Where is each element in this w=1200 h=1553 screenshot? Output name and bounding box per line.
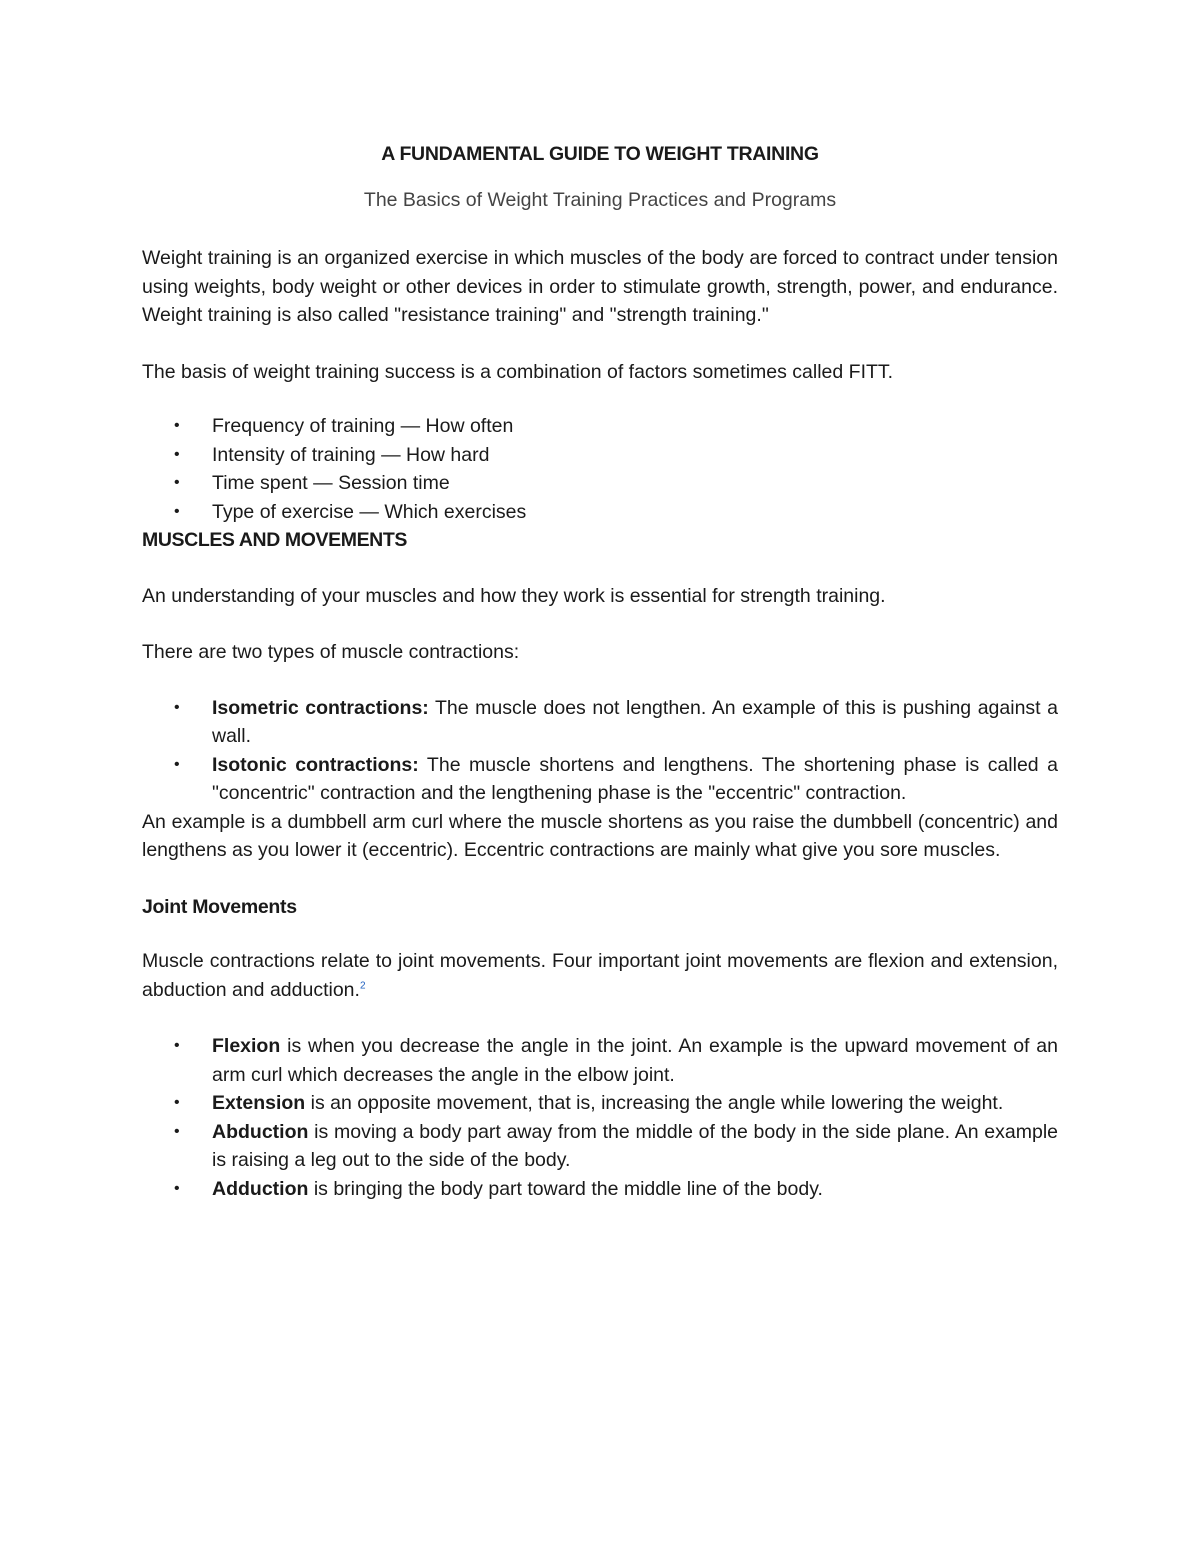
subsection-heading-joint-movements: Joint Movements	[142, 895, 297, 918]
list-item-text: Type of exercise — Which exercises	[212, 500, 527, 523]
list-item-text: Time spent — Session time	[212, 472, 450, 494]
list-item-text: Frequency of training — How often	[212, 415, 514, 437]
list-item	[142, 751, 1058, 808]
term-description: The muscle does not lengthen. An example of this is pushing against a wall.	[212, 696, 1059, 747]
term-label: Isotonic contractions:	[212, 753, 419, 776]
list-item	[142, 1089, 1058, 1118]
list-item	[142, 498, 1058, 527]
fitt-list	[142, 412, 1058, 526]
list-item	[142, 469, 1058, 498]
list-item	[142, 1118, 1058, 1175]
document-title: A FUNDAMENTAL GUIDE TO WEIGHT TRAINING	[381, 143, 819, 165]
term-label: Extension	[212, 1092, 306, 1114]
term-description: is moving a body part away from the middle of the body in the side plane. An example is raising a leg out to the side of the body.	[212, 1120, 1058, 1171]
list-item	[142, 694, 1058, 751]
term-label: Adduction	[212, 1177, 309, 1200]
term-description: is when you decrease the angle in the joint. An example is the upward movement of an arm curl which decreases the angle in the elbow joint.	[212, 1035, 1058, 1086]
term-label: Isometric contractions:	[212, 696, 429, 719]
bullet-icon: •	[174, 417, 180, 434]
curl-paragraph: An example is a dumbbell arm curl where the muscle shortens as you raise the dumbbell (concentric) and lengthens as you lower it (eccentric). Eccentric contractions are mainly what give you sore muscles.	[142, 810, 1058, 861]
fitt-paragraph: The basis of weight training success is a combination of factors sometimes called FITT.	[142, 360, 894, 383]
section-heading-muscles: MUSCLES AND MOVEMENTS	[142, 529, 407, 551]
bullet-icon: •	[174, 698, 180, 716]
term-label: Flexion	[212, 1035, 281, 1057]
term-description: is an opposite movement, that is, increasing the angle while lowering the weight.	[305, 1092, 1004, 1114]
bullet-icon: •	[174, 502, 180, 520]
document-subtitle: The Basics of Weight Training Practices and Programs	[363, 188, 837, 211]
term-label: Abduction	[212, 1120, 309, 1143]
footnote-link[interactable]: 2	[359, 980, 366, 991]
bullet-icon: •	[174, 445, 180, 463]
intro-paragraph: Weight training is an organized exercise in which muscles of the body are forced to contract under tension using weights, body weight or other devices in order to stimulate growth, strength, power, and endurance. Weight training is also called "resistance training" and "strength training."	[142, 247, 1058, 326]
list-item	[142, 412, 1058, 441]
bullet-icon: •	[174, 1037, 180, 1054]
joint-paragraph	[142, 947, 1058, 1004]
bullet-icon: •	[174, 1179, 180, 1197]
term-description: is bringing the body part toward the middle line of the body.	[308, 1177, 823, 1200]
document-page	[142, 140, 1058, 1203]
muscles-paragraph: An understanding of your muscles and how they work is essential for strength training.	[142, 584, 886, 607]
bullet-icon: •	[174, 1094, 180, 1111]
list-item	[142, 1032, 1058, 1089]
bullet-icon: •	[174, 474, 180, 491]
bullet-icon: •	[174, 755, 180, 773]
contraction-list	[142, 694, 1058, 808]
list-item-text: Intensity of training — How hard	[212, 443, 490, 466]
bullet-icon: •	[174, 1122, 180, 1140]
joint-paragraph-text: Muscle contractions relate to joint movements. Four important joint movements are flexion and extension, abduction and adduction.	[142, 950, 1058, 1001]
movement-list	[142, 1032, 1058, 1203]
list-item	[142, 441, 1058, 470]
term-description: The muscle shortens and lengthens. The shortening phase is called a "concentric" contraction and the lengthening phase is the "eccentric" contraction.	[212, 753, 1058, 804]
list-item	[142, 1175, 1058, 1204]
contraction-intro: There are two types of muscle contractions:	[142, 641, 520, 663]
